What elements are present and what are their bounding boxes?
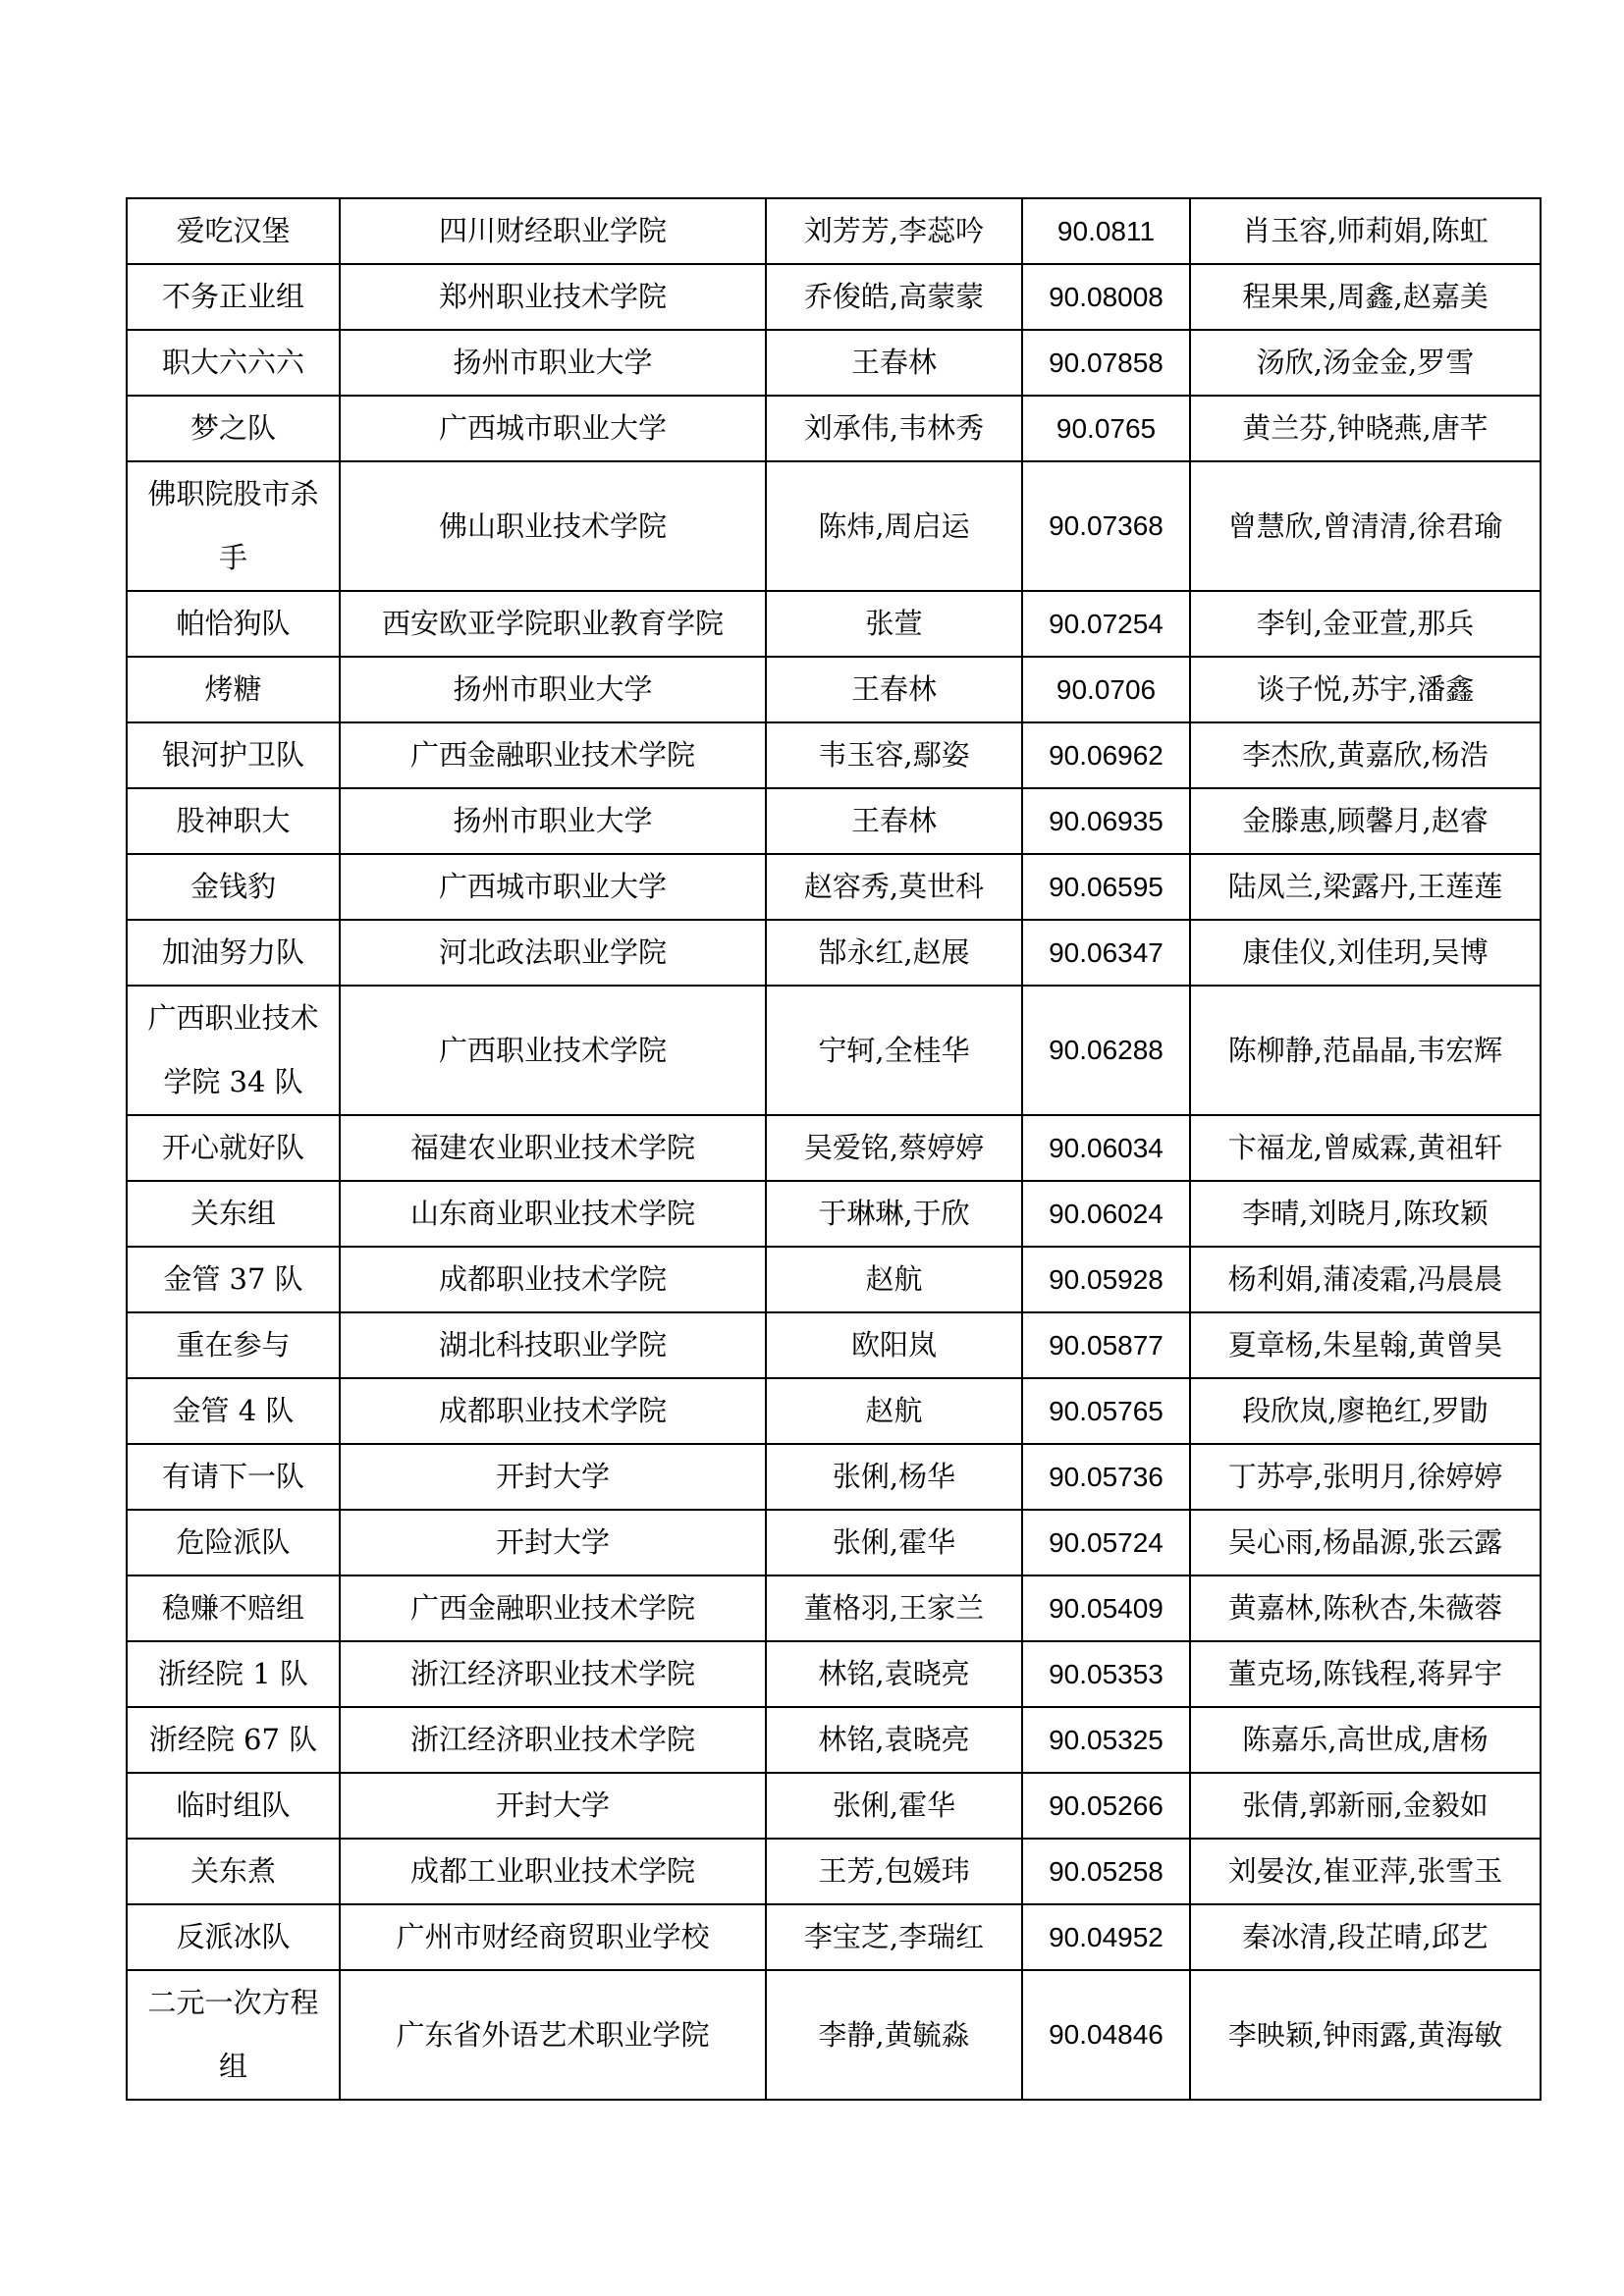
table-row	[127, 854, 1541, 920]
advisors-cell: 赵航	[766, 1378, 1022, 1444]
team-name-cell: 股神职大	[127, 788, 340, 854]
members-cell: 李钊,金亚萱,那兵	[1190, 591, 1541, 657]
advisors-cell: 刘承伟,韦林秀	[766, 396, 1022, 461]
score-cell: 90.05736	[1022, 1444, 1190, 1510]
advisors-cell: 王春林	[766, 657, 1022, 722]
table-row	[127, 920, 1541, 986]
school-cell: 河北政法职业学院	[340, 920, 766, 986]
table-row	[127, 1181, 1541, 1247]
members-cell: 陈嘉乐,高世成,唐杨	[1190, 1707, 1541, 1773]
score-cell: 90.04846	[1022, 1970, 1190, 2100]
team-name-cell: 不务正业组	[127, 264, 340, 330]
members-cell: 金滕惠,顾馨月,赵睿	[1190, 788, 1541, 854]
advisors-cell: 林铭,袁晓亮	[766, 1707, 1022, 1773]
advisors-cell: 赵航	[766, 1247, 1022, 1312]
table-row	[127, 1378, 1541, 1444]
members-cell: 张倩,郭新丽,金毅如	[1190, 1773, 1541, 1839]
school-cell: 开封大学	[340, 1444, 766, 1510]
team-name-cell: 有请下一队	[127, 1444, 340, 1510]
table-row	[127, 330, 1541, 396]
team-name-cell: 稳赚不赔组	[127, 1575, 340, 1641]
score-cell: 90.07858	[1022, 330, 1190, 396]
team-name-cell: 帕恰狗队	[127, 591, 340, 657]
members-cell: 程果果,周鑫,赵嘉美	[1190, 264, 1541, 330]
score-cell: 90.05325	[1022, 1707, 1190, 1773]
score-cell: 90.05928	[1022, 1247, 1190, 1312]
school-cell: 广西城市职业大学	[340, 854, 766, 920]
score-cell: 90.05258	[1022, 1839, 1190, 1904]
members-cell: 李杰欣,黄嘉欣,杨浩	[1190, 722, 1541, 788]
team-name-cell: 关东组	[127, 1181, 340, 1247]
school-cell: 广西城市职业大学	[340, 396, 766, 461]
advisors-cell: 宁轲,全桂华	[766, 986, 1022, 1115]
school-cell: 湖北科技职业学院	[340, 1312, 766, 1378]
score-cell: 90.05409	[1022, 1575, 1190, 1641]
table-row	[127, 1575, 1541, 1641]
table-row	[127, 461, 1541, 591]
team-name-cell: 烤糖	[127, 657, 340, 722]
members-cell: 卞福龙,曾威霖,黄祖轩	[1190, 1115, 1541, 1181]
team-name-cell: 佛职院股市杀手	[127, 461, 340, 591]
table-row	[127, 657, 1541, 722]
school-cell: 山东商业职业技术学院	[340, 1181, 766, 1247]
table-row	[127, 722, 1541, 788]
team-name-cell: 广西职业技术学院 34 队	[127, 986, 340, 1115]
team-name-cell: 反派冰队	[127, 1904, 340, 1970]
score-cell: 90.07368	[1022, 461, 1190, 591]
advisors-cell: 刘芳芳,李蕊吟	[766, 198, 1022, 264]
table-row	[127, 1115, 1541, 1181]
school-cell: 扬州市职业大学	[340, 657, 766, 722]
advisors-cell: 于琳琳,于欣	[766, 1181, 1022, 1247]
members-cell: 汤欣,汤金金,罗雪	[1190, 330, 1541, 396]
score-cell: 90.05724	[1022, 1510, 1190, 1575]
table-row	[127, 1707, 1541, 1773]
table-row	[127, 1773, 1541, 1839]
score-cell: 90.06024	[1022, 1181, 1190, 1247]
table-row	[127, 396, 1541, 461]
results-table	[126, 197, 1542, 2101]
advisors-cell: 吴爱铭,蔡婷婷	[766, 1115, 1022, 1181]
advisors-cell: 欧阳岚	[766, 1312, 1022, 1378]
members-cell: 段欣岚,廖艳红,罗勖	[1190, 1378, 1541, 1444]
school-cell: 成都职业技术学院	[340, 1247, 766, 1312]
score-cell: 90.06595	[1022, 854, 1190, 920]
results-table-body	[127, 198, 1541, 2100]
members-cell: 吴心雨,杨晶源,张云露	[1190, 1510, 1541, 1575]
team-name-cell: 梦之队	[127, 396, 340, 461]
advisors-cell: 张萱	[766, 591, 1022, 657]
advisors-cell: 韦玉容,鄢姿	[766, 722, 1022, 788]
team-name-cell: 重在参与	[127, 1312, 340, 1378]
score-cell: 90.05353	[1022, 1641, 1190, 1707]
school-cell: 扬州市职业大学	[340, 788, 766, 854]
school-cell: 扬州市职业大学	[340, 330, 766, 396]
school-cell: 成都职业技术学院	[340, 1378, 766, 1444]
advisors-cell: 张俐,杨华	[766, 1444, 1022, 1510]
school-cell: 浙江经济职业技术学院	[340, 1707, 766, 1773]
team-name-cell: 职大六六六	[127, 330, 340, 396]
score-cell: 90.06034	[1022, 1115, 1190, 1181]
team-name-cell: 金钱豹	[127, 854, 340, 920]
table-row	[127, 986, 1541, 1115]
school-cell: 郑州职业技术学院	[340, 264, 766, 330]
advisors-cell: 张俐,霍华	[766, 1510, 1022, 1575]
members-cell: 董克场,陈钱程,蒋昇宇	[1190, 1641, 1541, 1707]
members-cell: 黄兰芬,钟晓燕,唐芊	[1190, 396, 1541, 461]
team-name-cell: 开心就好队	[127, 1115, 340, 1181]
team-name-cell: 加油努力队	[127, 920, 340, 986]
score-cell: 90.04952	[1022, 1904, 1190, 1970]
advisors-cell: 李宝芝,李瑞红	[766, 1904, 1022, 1970]
school-cell: 佛山职业技术学院	[340, 461, 766, 591]
school-cell: 开封大学	[340, 1773, 766, 1839]
table-row	[127, 1247, 1541, 1312]
table-row	[127, 1839, 1541, 1904]
school-cell: 开封大学	[340, 1510, 766, 1575]
school-cell: 广西金融职业技术学院	[340, 1575, 766, 1641]
members-cell: 杨利娟,蒲凌霜,冯晨晨	[1190, 1247, 1541, 1312]
team-name-cell: 关东煮	[127, 1839, 340, 1904]
score-cell: 90.05266	[1022, 1773, 1190, 1839]
score-cell: 90.05877	[1022, 1312, 1190, 1378]
advisors-cell: 张俐,霍华	[766, 1773, 1022, 1839]
school-cell: 广西职业技术学院	[340, 986, 766, 1115]
score-cell: 90.08008	[1022, 264, 1190, 330]
members-cell: 黄嘉林,陈秋杏,朱薇蓉	[1190, 1575, 1541, 1641]
team-name-cell: 浙经院 67 队	[127, 1707, 340, 1773]
members-cell: 曾慧欣,曾清清,徐君瑜	[1190, 461, 1541, 591]
score-cell: 90.0811	[1022, 198, 1190, 264]
members-cell: 李映颖,钟雨露,黄海敏	[1190, 1970, 1541, 2100]
school-cell: 广州市财经商贸职业学校	[340, 1904, 766, 1970]
table-row	[127, 1970, 1541, 2100]
table-row	[127, 264, 1541, 330]
table-row	[127, 1641, 1541, 1707]
members-cell: 肖玉容,师莉娟,陈虹	[1190, 198, 1541, 264]
score-cell: 90.06288	[1022, 986, 1190, 1115]
advisors-cell: 王春林	[766, 788, 1022, 854]
score-cell: 90.05765	[1022, 1378, 1190, 1444]
school-cell: 成都工业职业技术学院	[340, 1839, 766, 1904]
table-row	[127, 1444, 1541, 1510]
advisors-cell: 王芳,包媛玮	[766, 1839, 1022, 1904]
advisors-cell: 林铭,袁晓亮	[766, 1641, 1022, 1707]
table-row	[127, 788, 1541, 854]
team-name-cell: 二元一次方程组	[127, 1970, 340, 2100]
members-cell: 陈柳静,范晶晶,韦宏辉	[1190, 986, 1541, 1115]
members-cell: 谈子悦,苏宇,潘鑫	[1190, 657, 1541, 722]
advisors-cell: 王春林	[766, 330, 1022, 396]
table-row	[127, 591, 1541, 657]
team-name-cell: 危险派队	[127, 1510, 340, 1575]
school-cell: 广东省外语艺术职业学院	[340, 1970, 766, 2100]
members-cell: 康佳仪,刘佳玥,吴博	[1190, 920, 1541, 986]
advisors-cell: 李静,黄毓淼	[766, 1970, 1022, 2100]
team-name-cell: 爱吃汉堡	[127, 198, 340, 264]
school-cell: 西安欧亚学院职业教育学院	[340, 591, 766, 657]
table-row	[127, 198, 1541, 264]
members-cell: 陆凤兰,梁露丹,王莲莲	[1190, 854, 1541, 920]
members-cell: 李晴,刘晓月,陈玫颖	[1190, 1181, 1541, 1247]
advisors-cell: 郜永红,赵展	[766, 920, 1022, 986]
members-cell: 夏章杨,朱星翰,黄曾昊	[1190, 1312, 1541, 1378]
school-cell: 广西金融职业技术学院	[340, 722, 766, 788]
table-row	[127, 1312, 1541, 1378]
members-cell: 丁苏亭,张明月,徐婷婷	[1190, 1444, 1541, 1510]
team-name-cell: 银河护卫队	[127, 722, 340, 788]
members-cell: 刘晏汝,崔亚萍,张雪玉	[1190, 1839, 1541, 1904]
score-cell: 90.06347	[1022, 920, 1190, 986]
score-cell: 90.06935	[1022, 788, 1190, 854]
table-row	[127, 1904, 1541, 1970]
advisors-cell: 陈炜,周启运	[766, 461, 1022, 591]
team-name-cell: 金管 37 队	[127, 1247, 340, 1312]
team-name-cell: 金管 4 队	[127, 1378, 340, 1444]
advisors-cell: 董格羽,王家兰	[766, 1575, 1022, 1641]
score-cell: 90.0765	[1022, 396, 1190, 461]
table-row	[127, 1510, 1541, 1575]
score-cell: 90.0706	[1022, 657, 1190, 722]
members-cell: 秦冰清,段芷晴,邱艺	[1190, 1904, 1541, 1970]
school-cell: 四川财经职业学院	[340, 198, 766, 264]
school-cell: 浙江经济职业技术学院	[340, 1641, 766, 1707]
school-cell: 福建农业职业技术学院	[340, 1115, 766, 1181]
score-cell: 90.07254	[1022, 591, 1190, 657]
advisors-cell: 乔俊皓,高蒙蒙	[766, 264, 1022, 330]
score-cell: 90.06962	[1022, 722, 1190, 788]
team-name-cell: 临时组队	[127, 1773, 340, 1839]
advisors-cell: 赵容秀,莫世科	[766, 854, 1022, 920]
team-name-cell: 浙经院 1 队	[127, 1641, 340, 1707]
